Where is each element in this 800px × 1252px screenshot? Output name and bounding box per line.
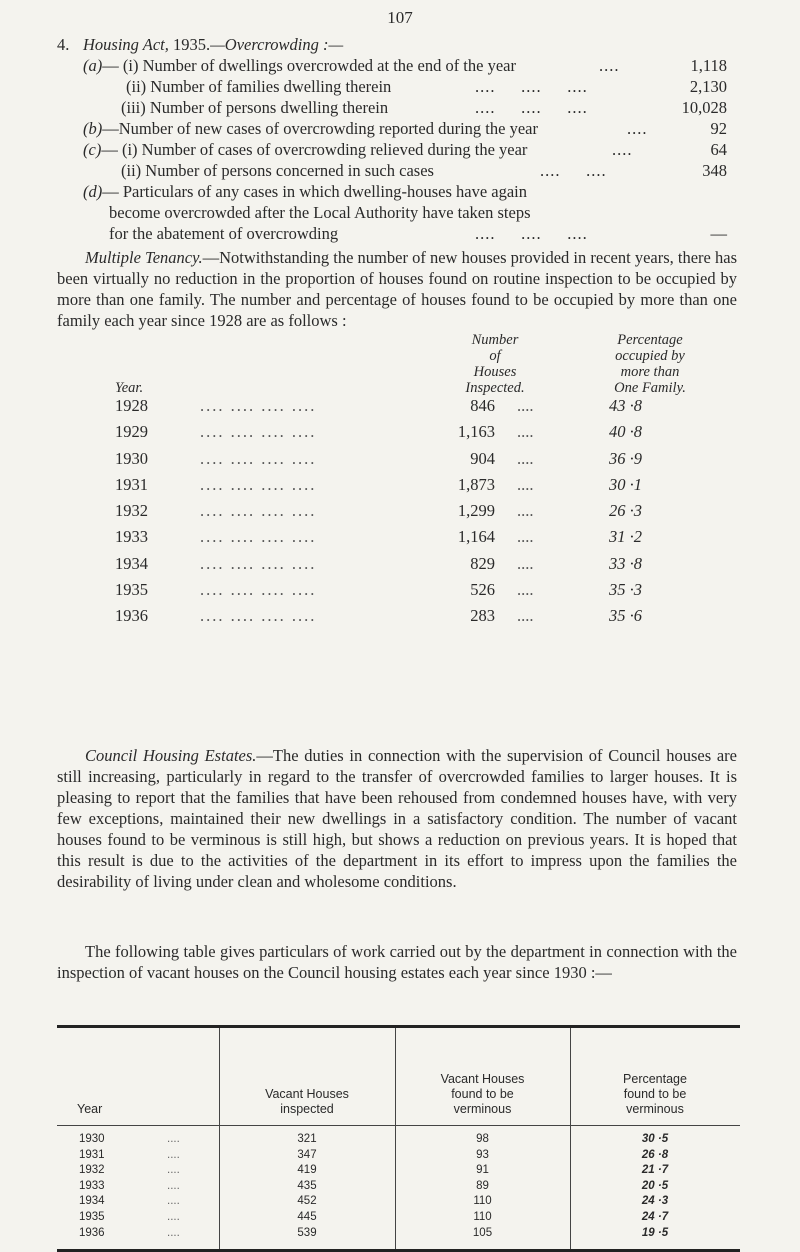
item-d-line3 [57, 223, 727, 244]
item-b-value: 92 [710, 119, 727, 138]
leader-dots: .... .... .... .... [200, 527, 317, 547]
item-d-desc-3: for the abatement of overcrowding [109, 224, 339, 243]
leader-dots: .... .... .... .... [200, 501, 317, 521]
leader-dots: .... .... [540, 161, 607, 180]
t2-header-pct-3: verminous [626, 1102, 684, 1116]
row-percentage: 36 ·9 [609, 448, 642, 468]
table-row [115, 606, 675, 632]
table-row [57, 1211, 740, 1227]
row-inspected: 445 [297, 1211, 317, 1223]
row-percentage: 30 ·5 [641, 1133, 669, 1145]
leader-dots: .... .... .... .... [200, 422, 317, 442]
leader-dots: .... [167, 1179, 180, 1192]
table-row [115, 527, 675, 553]
row-percentage: 26 ·8 [641, 1148, 669, 1161]
item-d-value: — [710, 224, 727, 243]
t1-header-number-4: Inspected. [465, 380, 525, 396]
leader-dots: .... [517, 553, 534, 573]
item-d-line1 [57, 181, 727, 202]
t1-header-pct-1: Percentage [617, 332, 683, 348]
row-number-inspected: 904 [470, 448, 495, 468]
table-row [115, 449, 675, 475]
t1-header-number [440, 332, 550, 396]
item-c-i-text [83, 139, 527, 160]
row-year: 1932 [79, 1164, 105, 1177]
item-a-ii-desc: (ii) Number of families dwelling therein [126, 77, 392, 96]
table-row [57, 1164, 740, 1180]
item-a-i-text [83, 55, 516, 76]
item-c-i [57, 139, 727, 160]
section-number: 4. [57, 35, 70, 54]
item-b [57, 118, 727, 139]
leader-dots: .... [167, 1164, 180, 1177]
row-year: 1930 [79, 1133, 105, 1145]
leader-dots: .... .... .... .... [200, 448, 317, 468]
t1-header-number-3: Houses [473, 364, 517, 380]
leader-dots: .... .... .... .... [200, 396, 317, 415]
t1-header-number-1: Number [471, 332, 519, 348]
leader-dots: .... [517, 527, 534, 547]
council-housing-text: —The duties in connection with the supervision of Council houses are still increasing, particularly in regard to the transfer of overcrowded families to larger houses. It is pleasing to report that the families that have been rehoused from condemned houses have, with very few exceptions, maintained their new dwellings in a satisfactory condition. The number of vacant houses found to be verminous is still high, but shows a reduction on previous years. It is hoped that this result is due to the activities of the department in its effort to impress upon the families the desirability of living under clean and wholesome conditions. [57, 746, 737, 891]
item-a-ii-value: 2,130 [689, 77, 727, 96]
row-percentage: 35 ·3 [609, 580, 642, 600]
row-year: 1936 [79, 1226, 105, 1239]
row-inspected: 347 [297, 1148, 317, 1161]
houses-inspected-table [115, 396, 675, 633]
t2-header-inspected [219, 1025, 395, 1125]
leader-dots: .... [599, 56, 620, 75]
page-number: 107 [387, 8, 413, 27]
item-d-desc-2: become overcrowded after the Local Authority have taken steps [109, 203, 531, 222]
item-a-i-desc: — (i) Number of dwellings overcrowded at the end of the year [102, 56, 516, 75]
council-housing-paragraph [57, 745, 737, 892]
row-year: 1934 [115, 553, 148, 573]
item-a-i-value: 1,118 [690, 56, 727, 75]
table-row [57, 1149, 740, 1165]
row-verminous: 110 [473, 1211, 492, 1223]
leader-dots: .... [517, 396, 534, 415]
table-row [57, 1227, 740, 1243]
table-row [115, 501, 675, 527]
row-year: 1935 [115, 580, 148, 600]
t1-header-year: Year. [115, 380, 144, 396]
row-year: 1936 [115, 606, 148, 626]
multiple-tenancy-text: —Notwithstanding the number of new houses provided in recent years, there has been virtually no reduction in the proportion of houses found on routine inspection to be occupied by more than one family. The number and percentage of houses found to be occupied by more than one family each year since 1928 are as follows : [57, 248, 737, 330]
leader-dots: .... [167, 1148, 180, 1161]
row-percentage: 43 ·8 [609, 396, 642, 415]
row-number-inspected: 1,299 [457, 501, 495, 521]
row-year: 1935 [79, 1211, 105, 1223]
council-housing-heading: Council Housing Estates. [85, 746, 257, 765]
item-d-line2 [57, 202, 727, 223]
multiple-tenancy-heading: Multiple Tenancy. [85, 248, 203, 267]
t1-header-number-2: of [489, 348, 501, 364]
row-year: 1933 [115, 527, 148, 547]
leader-dots: .... [517, 501, 534, 521]
row-percentage: 19 ·5 [641, 1226, 669, 1239]
row-percentage: 20 ·5 [641, 1179, 669, 1192]
leader-dots: .... .... .... .... [200, 606, 317, 626]
leader-dots: .... [167, 1133, 180, 1145]
t1-header-pct-4: One Family. [614, 380, 686, 396]
table-row [115, 475, 675, 501]
multiple-tenancy-paragraph [57, 247, 737, 331]
row-year: 1929 [115, 422, 148, 442]
row-year: 1933 [79, 1179, 105, 1192]
item-c-i-value: 64 [710, 140, 727, 159]
row-inspected: 321 [297, 1133, 317, 1145]
leader-dots: .... [627, 119, 648, 138]
housing-act-section [57, 34, 727, 244]
t2-header-verminous-1: Vacant Houses [440, 1072, 525, 1086]
leader-dots: .... [517, 580, 534, 600]
t2-header-year: Year [77, 1102, 103, 1116]
row-inspected: 539 [297, 1226, 317, 1239]
row-verminous: 93 [476, 1148, 489, 1161]
row-verminous: 89 [476, 1179, 489, 1192]
row-percentage: 24 ·7 [641, 1211, 669, 1223]
item-d-text [83, 181, 527, 202]
row-number-inspected: 1,164 [457, 527, 495, 547]
row-number-inspected: 829 [470, 553, 495, 573]
leader-dots: .... [612, 140, 633, 159]
leader-dots: .... [167, 1211, 180, 1223]
t2-header-verminous [395, 1025, 570, 1125]
row-percentage: 33 ·8 [609, 553, 642, 573]
leader-dots: .... [167, 1195, 180, 1208]
leader-dots: .... .... .... [475, 224, 588, 243]
t1-header-pct-2: occupied by [615, 348, 685, 364]
table-row [115, 422, 675, 448]
row-percentage: 35 ·6 [609, 606, 642, 626]
item-a-label: (a) [83, 56, 103, 75]
leader-dots: .... [517, 474, 534, 494]
act-year: 1935. [173, 35, 211, 54]
row-percentage: 31 ·2 [609, 527, 642, 547]
item-b-text [83, 118, 538, 139]
section-title [57, 34, 727, 55]
leader-dots: .... [517, 422, 534, 442]
t2-header-pct-2: found to be [623, 1087, 687, 1101]
t1-header-pct-3: more than [620, 364, 680, 380]
item-a-i [57, 55, 727, 76]
t2-header-percentage [570, 1025, 740, 1125]
item-a-iii-value: 10,028 [681, 98, 727, 117]
row-inspected: 419 [297, 1164, 317, 1177]
table-row [57, 1180, 740, 1196]
row-percentage: 30 ·1 [609, 474, 642, 494]
row-percentage: 21 ·7 [641, 1164, 669, 1177]
row-percentage: 40 ·8 [609, 422, 642, 442]
leader-dots: .... .... .... [475, 77, 588, 96]
leader-dots: .... [517, 606, 534, 626]
t2-header-verminous-2: found to be [451, 1087, 514, 1101]
leader-dots: .... .... .... .... [200, 580, 317, 600]
leader-dots: .... [167, 1226, 180, 1239]
t2-header-inspected-2: inspected [280, 1102, 334, 1116]
item-b-label: (b) [83, 119, 103, 138]
item-a-iii-desc: (iii) Number of persons dwelling therein [121, 98, 389, 117]
row-verminous: 91 [476, 1164, 489, 1177]
table-row [57, 1133, 740, 1149]
row-number-inspected: 1,873 [457, 474, 495, 494]
table-row [115, 554, 675, 580]
section-subtitle: —Overcrowding :— [210, 35, 344, 54]
t2-header-pct-1: Percentage [623, 1072, 687, 1086]
row-number-inspected: 526 [470, 580, 495, 600]
row-number-inspected: 846 [470, 396, 495, 415]
item-c-ii-value: 348 [702, 161, 727, 180]
item-c-label: (c) [83, 140, 102, 159]
item-d-label: (d) [83, 182, 103, 201]
t2-header-inspected-1: Vacant Houses [265, 1087, 349, 1101]
row-inspected: 435 [297, 1179, 317, 1192]
table-header-rule [57, 1125, 740, 1126]
section-title-text [83, 34, 343, 55]
t2-header-verminous-3: verminous [453, 1102, 512, 1116]
item-b-desc: —Number of new cases of overcrowding reported during the year [102, 119, 538, 138]
t1-header-percentage [590, 332, 710, 396]
row-year: 1928 [115, 396, 148, 415]
act-name: Housing Act, [83, 35, 169, 54]
row-percentage: 26 ·3 [609, 501, 642, 521]
row-year: 1932 [115, 501, 148, 521]
row-year: 1931 [115, 474, 148, 494]
leader-dots: .... .... .... .... [200, 474, 317, 494]
row-number-inspected: 1,163 [457, 422, 495, 442]
table-row [57, 1195, 740, 1211]
row-year: 1931 [79, 1148, 105, 1161]
item-a-ii [57, 76, 727, 97]
row-verminous: 105 [472, 1226, 493, 1239]
item-c-ii [57, 160, 727, 181]
row-year: 1934 [79, 1195, 105, 1208]
row-verminous: 98 [476, 1133, 489, 1145]
table-row [115, 396, 675, 422]
leader-dots: .... .... .... .... [200, 553, 317, 573]
item-a-iii [57, 97, 727, 118]
row-number-inspected: 283 [470, 606, 495, 626]
item-c-i-desc: — (i) Number of cases of overcrowding relieved during the year [101, 140, 528, 159]
row-verminous: 110 [473, 1195, 492, 1208]
row-inspected: 452 [297, 1195, 317, 1208]
following-table-paragraph: The following table gives particulars of work carried out by the department in connection with the inspection of vacant houses on the Council housing estates each year since 1930 :— [57, 942, 737, 982]
table-row [115, 580, 675, 606]
item-d-desc-1: — Particulars of any cases in which dwelling-houses have again [102, 182, 528, 201]
leader-dots: .... .... .... [475, 98, 588, 117]
leader-dots: .... [517, 448, 534, 468]
row-percentage: 24 ·3 [641, 1195, 669, 1208]
item-c-ii-desc: (ii) Number of persons concerned in such cases [121, 161, 434, 180]
row-year: 1930 [115, 448, 148, 468]
